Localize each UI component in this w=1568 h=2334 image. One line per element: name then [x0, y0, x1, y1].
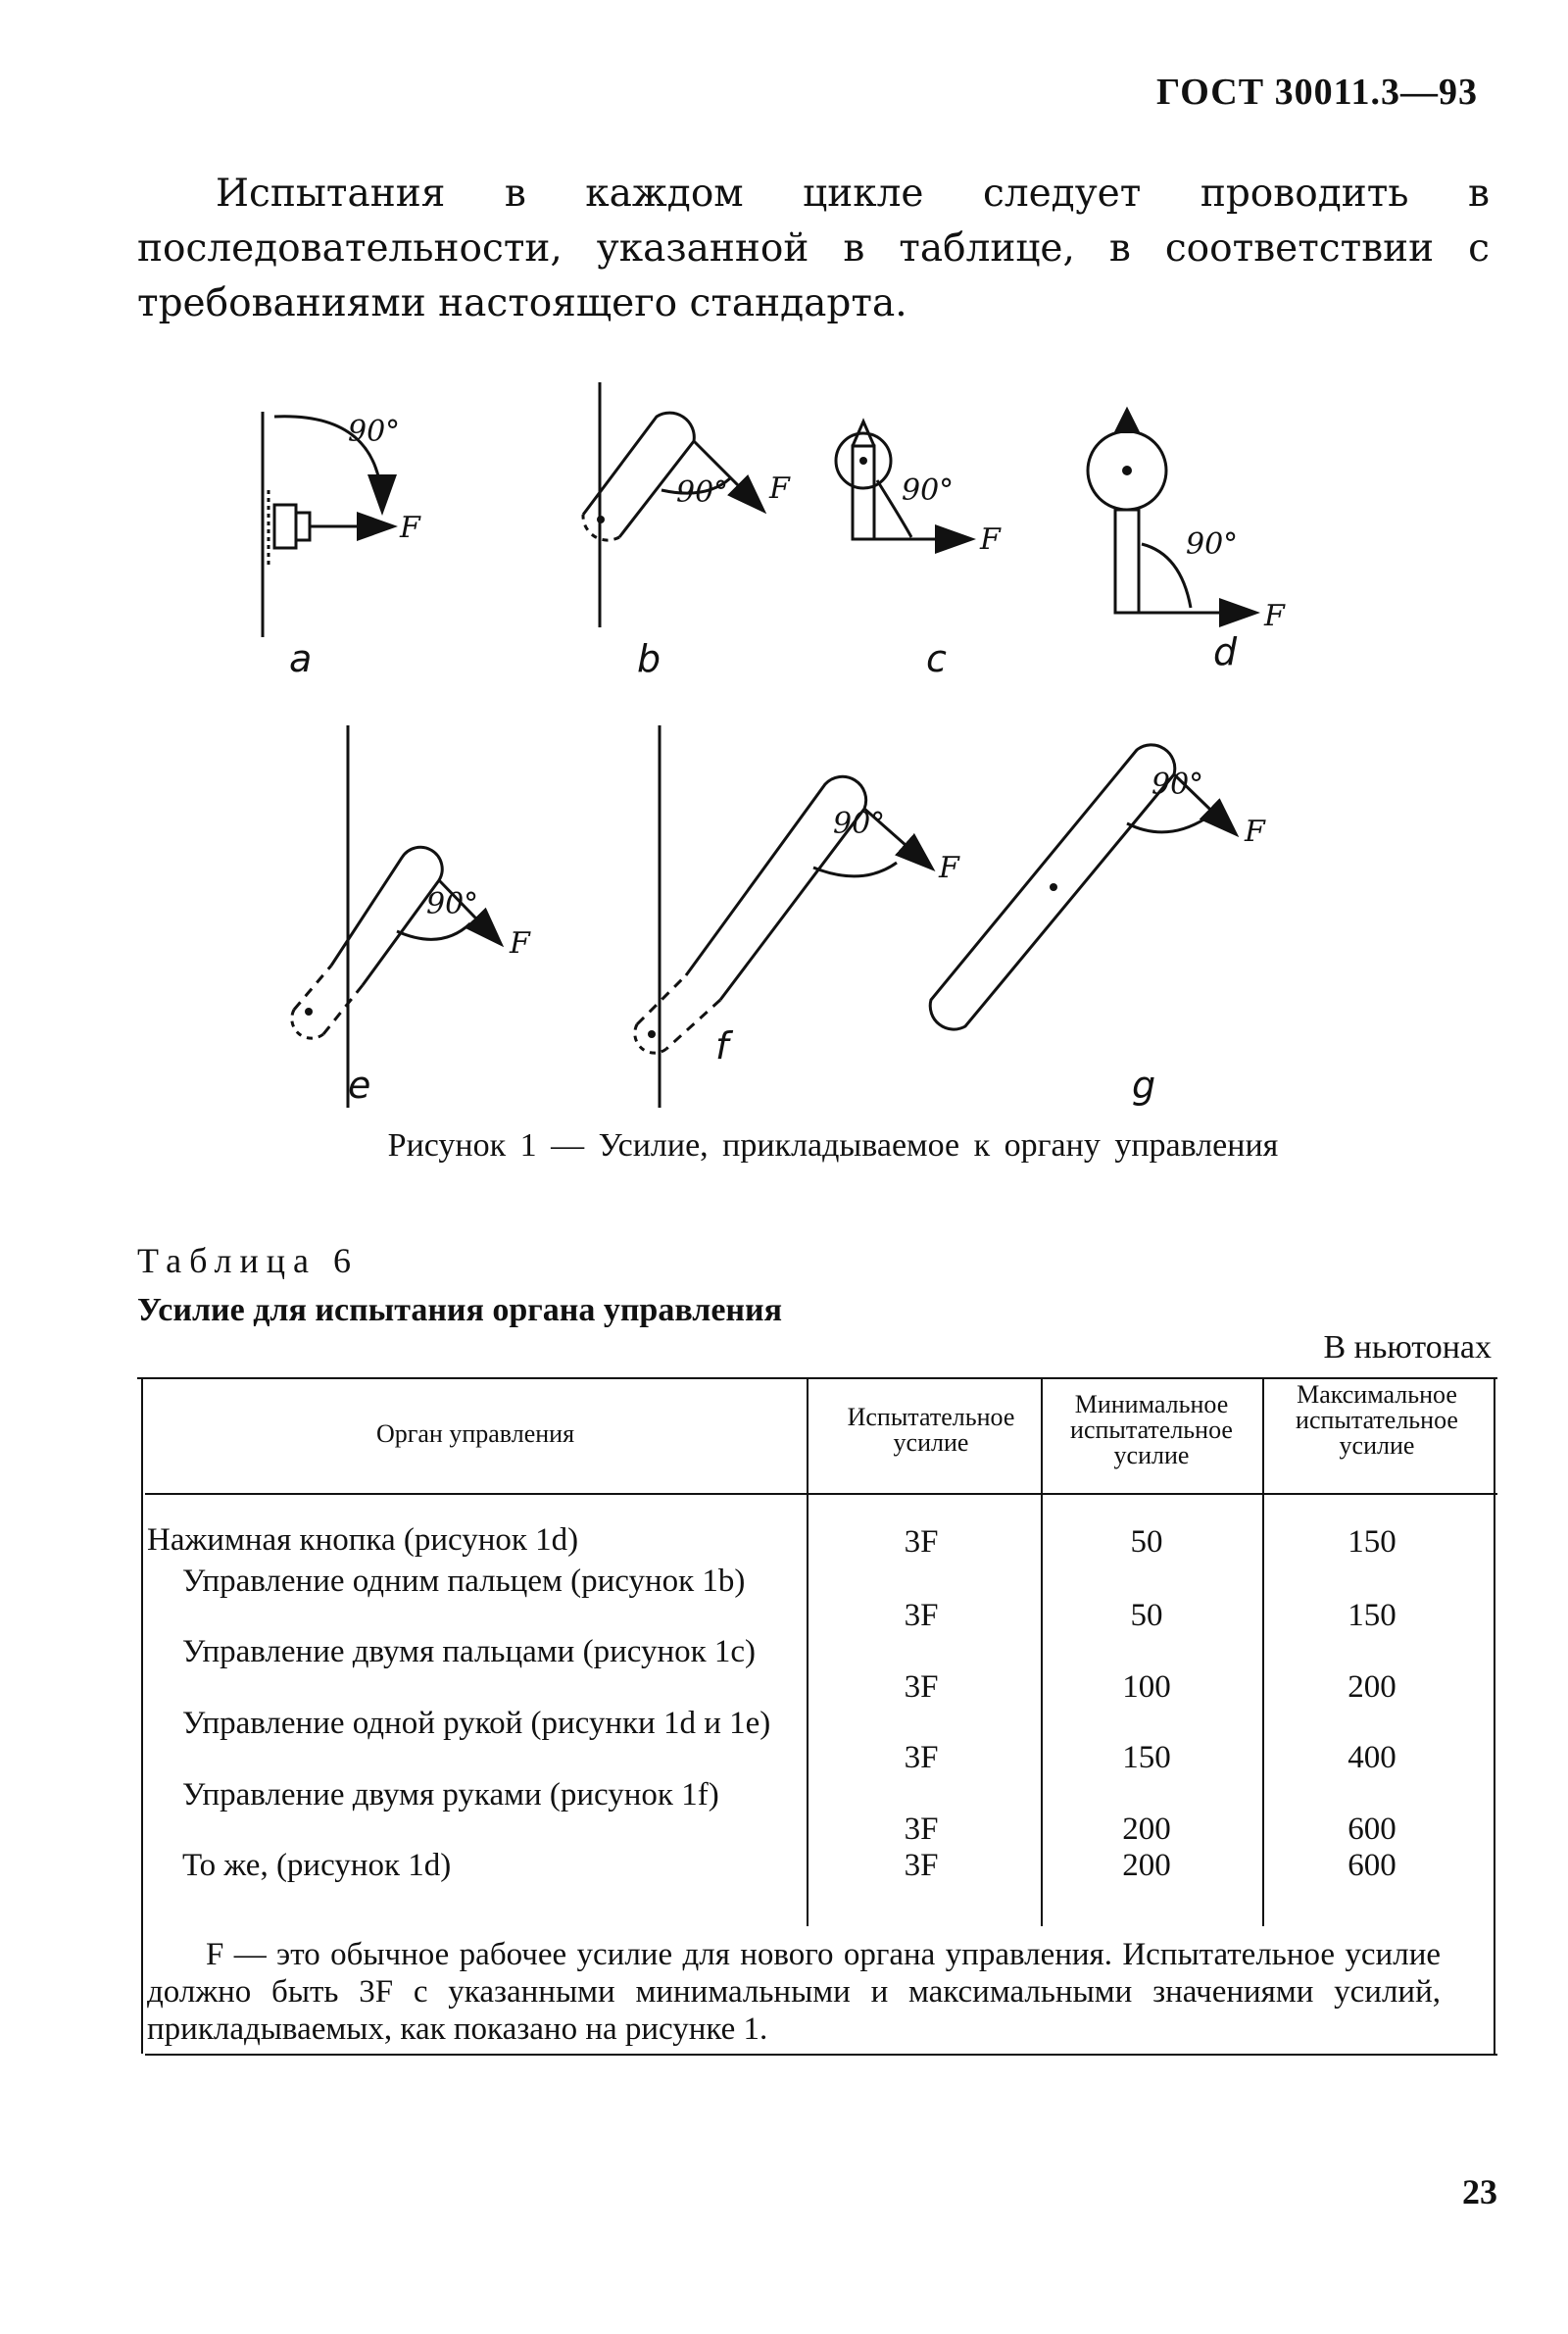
document-header: ГОСТ 30011.3—93 [1156, 72, 1478, 113]
angle-label-g: 90° [1152, 768, 1204, 802]
table-header-separator [145, 1493, 1497, 1495]
table-row-1-control: Нажимная кнопка (рисунок 1d) [147, 1522, 579, 1558]
table-row-5-max: 600 [1348, 1812, 1396, 1847]
force-label-g: F [1245, 815, 1265, 849]
panel-label-c: c [926, 637, 947, 680]
angle-label-d: 90° [1186, 527, 1239, 562]
panel-label-a: a [289, 637, 313, 680]
table-row-4-control: Управление одной рукой (рисунки 1d и 1e) [182, 1706, 771, 1741]
table-row-3-test: 3F [904, 1669, 939, 1705]
panel-label-f: f [715, 1024, 729, 1068]
table-row-5-test: 3F [904, 1812, 939, 1847]
table-row-2-test: 3F [904, 1598, 939, 1633]
panel-f-drawing [635, 725, 931, 1108]
table-row-3-max: 200 [1348, 1669, 1396, 1705]
table-top-border [137, 1377, 1497, 1379]
panel-d-drawing [1088, 410, 1254, 613]
figure-1 [225, 372, 1382, 1117]
table-label: Таблица 6 [137, 1241, 359, 1280]
table-row-6-control: То же, (рисунок 1d) [182, 1848, 452, 1883]
figure-caption: Рисунок 1 — Усилие, прикладываемое к органу управления [387, 1127, 1279, 1164]
panel-label-d: d [1213, 630, 1238, 673]
table-bottom-border [145, 2054, 1497, 2056]
col-header-test-force: Испытательное усилие [847, 1403, 1015, 1457]
table-title: Усилие для испытания органа управления [137, 1292, 782, 1328]
figure-1-drawing [225, 372, 1382, 1117]
force-label-b: F [769, 472, 790, 506]
table-col-divider-2 [1041, 1377, 1043, 1926]
table-row-4-min: 150 [1122, 1740, 1171, 1775]
angle-label-f: 90° [833, 807, 886, 841]
panel-b-drawing [583, 382, 762, 627]
page-number: 23 [1462, 2172, 1497, 2211]
col-header-control: Орган управления [375, 1419, 575, 1448]
table-row-3-control: Управление двумя пальцами (рисунок 1c) [182, 1634, 757, 1669]
angle-label-b: 90° [676, 475, 729, 510]
force-label-a: F [400, 511, 420, 545]
table-row-4-test: 3F [904, 1740, 939, 1775]
table-row-3-min: 100 [1122, 1669, 1171, 1705]
angle-label-a: 90° [348, 415, 401, 449]
force-label-e: F [510, 926, 530, 961]
table-row-6-min: 200 [1122, 1848, 1171, 1883]
table-row-4-max: 400 [1348, 1740, 1396, 1775]
panel-label-g: g [1132, 1064, 1156, 1107]
table-row-6-test: 3F [904, 1848, 939, 1883]
table-col-divider-1 [807, 1377, 808, 1926]
force-label-f: F [939, 851, 959, 885]
col-header-max-force: Максимальное испытательное усилие [1296, 1380, 1458, 1460]
force-label-c: F [980, 522, 1001, 557]
table-row-2-min: 50 [1130, 1598, 1163, 1633]
table-row-1-test: 3F [904, 1524, 939, 1560]
table-row-2-max: 150 [1348, 1598, 1396, 1633]
table-row-6-max: 600 [1348, 1848, 1396, 1883]
angle-label-e: 90° [426, 887, 479, 921]
angle-label-c: 90° [902, 473, 955, 508]
table-right-border [1494, 1377, 1495, 2054]
figure-dots [305, 457, 1132, 1038]
force-label-d: F [1264, 599, 1285, 633]
panel-label-e: e [348, 1064, 371, 1107]
table-row-5-min: 200 [1122, 1812, 1171, 1847]
table-row-5-control: Управление двумя руками (рисунок 1f) [182, 1777, 719, 1813]
intro-paragraph: Испытания в каждом цикле следует проводить в последовательности, указанной в таблице, в соответствии с требованиями настоящего стандарта. [137, 172, 1490, 325]
table-row-2-control: Управление одним пальцем (рисунок 1b) [182, 1564, 746, 1599]
col-header-min-force: Минимальное испытательное усилие [1070, 1390, 1233, 1469]
table-row-1-max: 150 [1348, 1524, 1396, 1560]
table-left-border [141, 1377, 143, 2054]
table-footnote: F — это обычное рабочее усилие для нового органа управления. Испытательное усилие должно быть 3F с указанными минимальными и максимальными значениями усилий, прикладываемых, как показано на рисунке 1. [147, 1937, 1441, 2047]
table-units: В ньютонах [1323, 1329, 1492, 1366]
panel-label-b: b [637, 637, 662, 680]
table-row-1-min: 50 [1130, 1524, 1163, 1560]
table-col-divider-3 [1262, 1377, 1264, 1926]
